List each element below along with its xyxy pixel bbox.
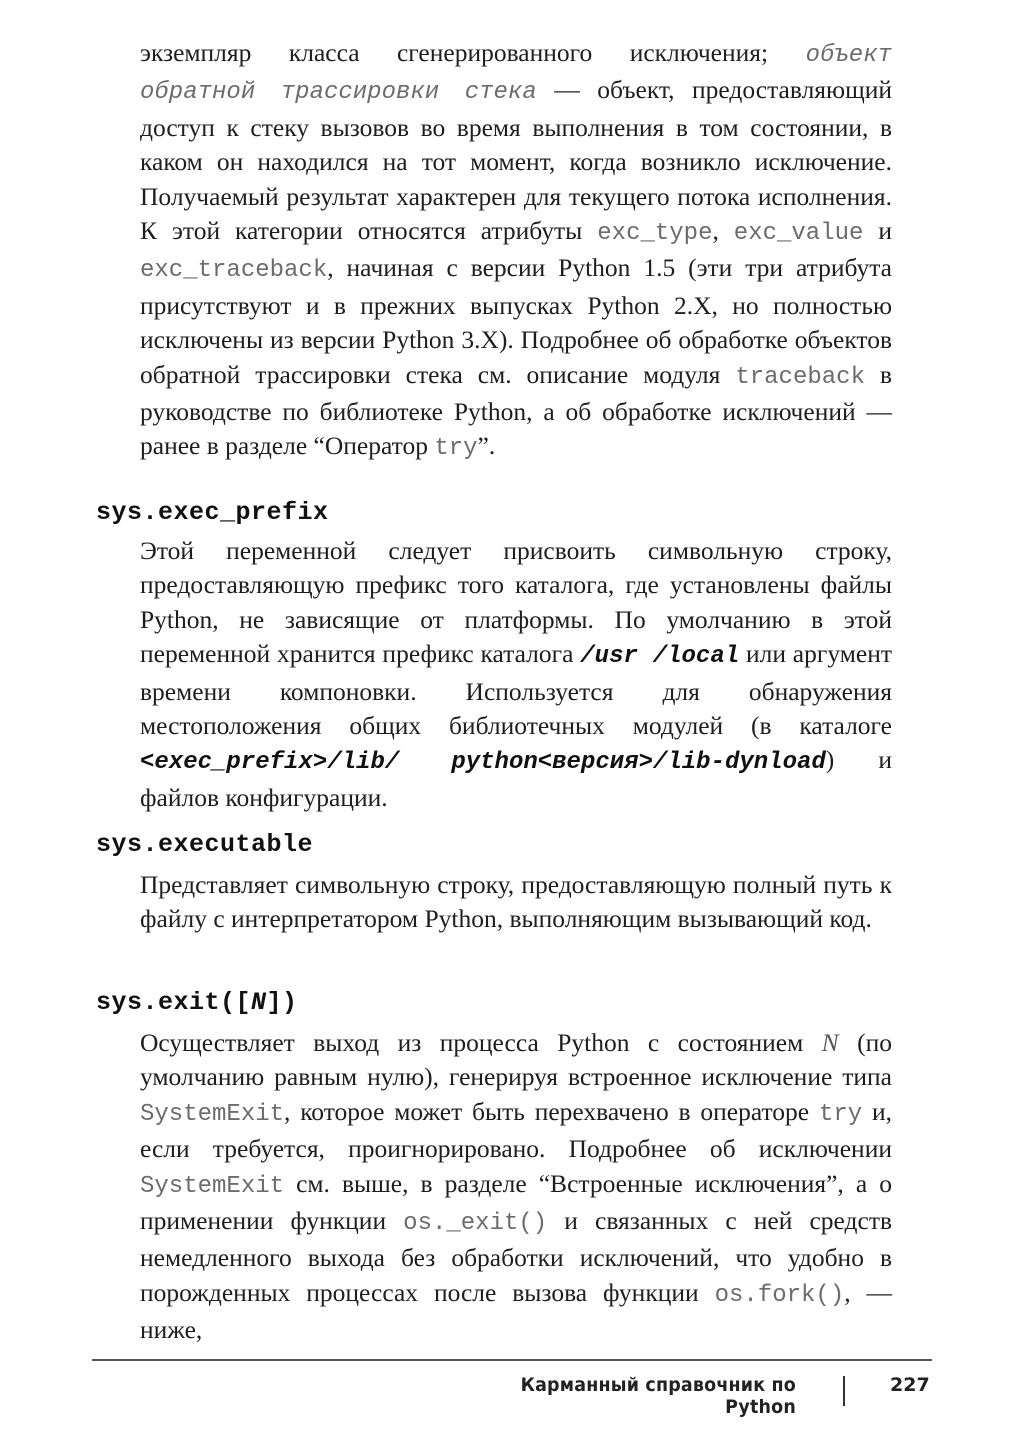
code-traceback-module: traceback bbox=[735, 363, 865, 391]
code-try-exit: try bbox=[818, 1100, 863, 1128]
paragraph-exc-info-continuation: экземпляр класса сгенерированного исключения; объект обратной трассировки стека — объект, предоставляющий доступ к стеку вызовов во время выполнения в том состоянии, в каком он находился на тот момент, когда возникло исключение. Получаемый результат характерен для текущего потока исполнения. К этой категории относятся атрибуты exc_type, exc_value и exc_traceback, начиная с версии Python 1.5 (эти три атрибута присутствуют и в прежних выпусках Python 2.X, но полностью исключены из версии Python 3.X). Подробнее об обработке объектов обратной трассировки стека см. описание модуля traceback в руководстве по библиотеке Python, а об обработке исключений — ранее в разделе “Оператор try”. bbox=[140, 38, 893, 463]
variable-n: N bbox=[821, 1028, 839, 1057]
path-lib-dynload: <exec_prefix>/lib/ python<версия>/lib-dynload bbox=[140, 749, 826, 777]
argument-n: N bbox=[251, 988, 267, 1017]
entry-body-executable: Представляет символьную строку, предоставляющую полный путь к файлу с интерпретатором Python, выполняющим вызывающий код. bbox=[140, 870, 892, 934]
footer-rule bbox=[92, 1359, 932, 1361]
page-number: 227 bbox=[890, 1374, 930, 1396]
term-traceback-object: объект обратной трассировки стека bbox=[140, 42, 892, 107]
code-systemexit-ref: SystemExit bbox=[140, 1172, 285, 1200]
footer-divider bbox=[843, 1376, 845, 1406]
entry-body-exec-prefix: Этой переменной следует присвоить символьную строку, предоставляющую префикс того каталога, где установлены файлы Python, не зависящие от платформы. По умолчанию в этой переменной хранится префикс каталога /usr /local или аргумент времени компоновки. Используется для обнаружения местоположения общих библиотечных модулей (в каталоге <exec_prefix>/lib/ python<версия>/lib-dynload) и файлов конфигурации. bbox=[140, 536, 892, 812]
code-try: try bbox=[434, 435, 478, 463]
code-os-fork: os.fork() bbox=[714, 1281, 845, 1309]
code-exc-type: exc_type bbox=[597, 220, 713, 248]
entry-heading-executable: sys.executable bbox=[96, 830, 314, 859]
code-exc-value: exc_value bbox=[733, 220, 864, 248]
entry-heading-exec-prefix: sys.exec_prefix bbox=[96, 498, 329, 527]
code-exc-traceback: exc_traceback bbox=[140, 257, 328, 285]
entry-heading-exit: sys.exit([N]) bbox=[96, 988, 298, 1017]
footer-book-title: Карманный справочник по Python bbox=[520, 1374, 796, 1418]
path-usr-local: /usr /local bbox=[580, 643, 740, 671]
code-os-exit: os._exit() bbox=[403, 1210, 548, 1238]
code-systemexit: SystemExit bbox=[140, 1100, 285, 1128]
entry-body-exit: Осуществляет выход из процесса Python с состоянием N (по умолчанию равным нулю), генерируя встроенное исключение типа SystemExit, которое может быть перехвачено в операторе try и, если требуется, проигнорировано. Подробнее об исключении SystemExit см. выше, в разделе “Встроенные исключения”, а о применении функции os._exit() и связанных с ней средств немедленного выхода без обработки исключений, что удобно в порожденных процессах после вызова функции os.fork(), — ниже, bbox=[140, 1028, 893, 1345]
